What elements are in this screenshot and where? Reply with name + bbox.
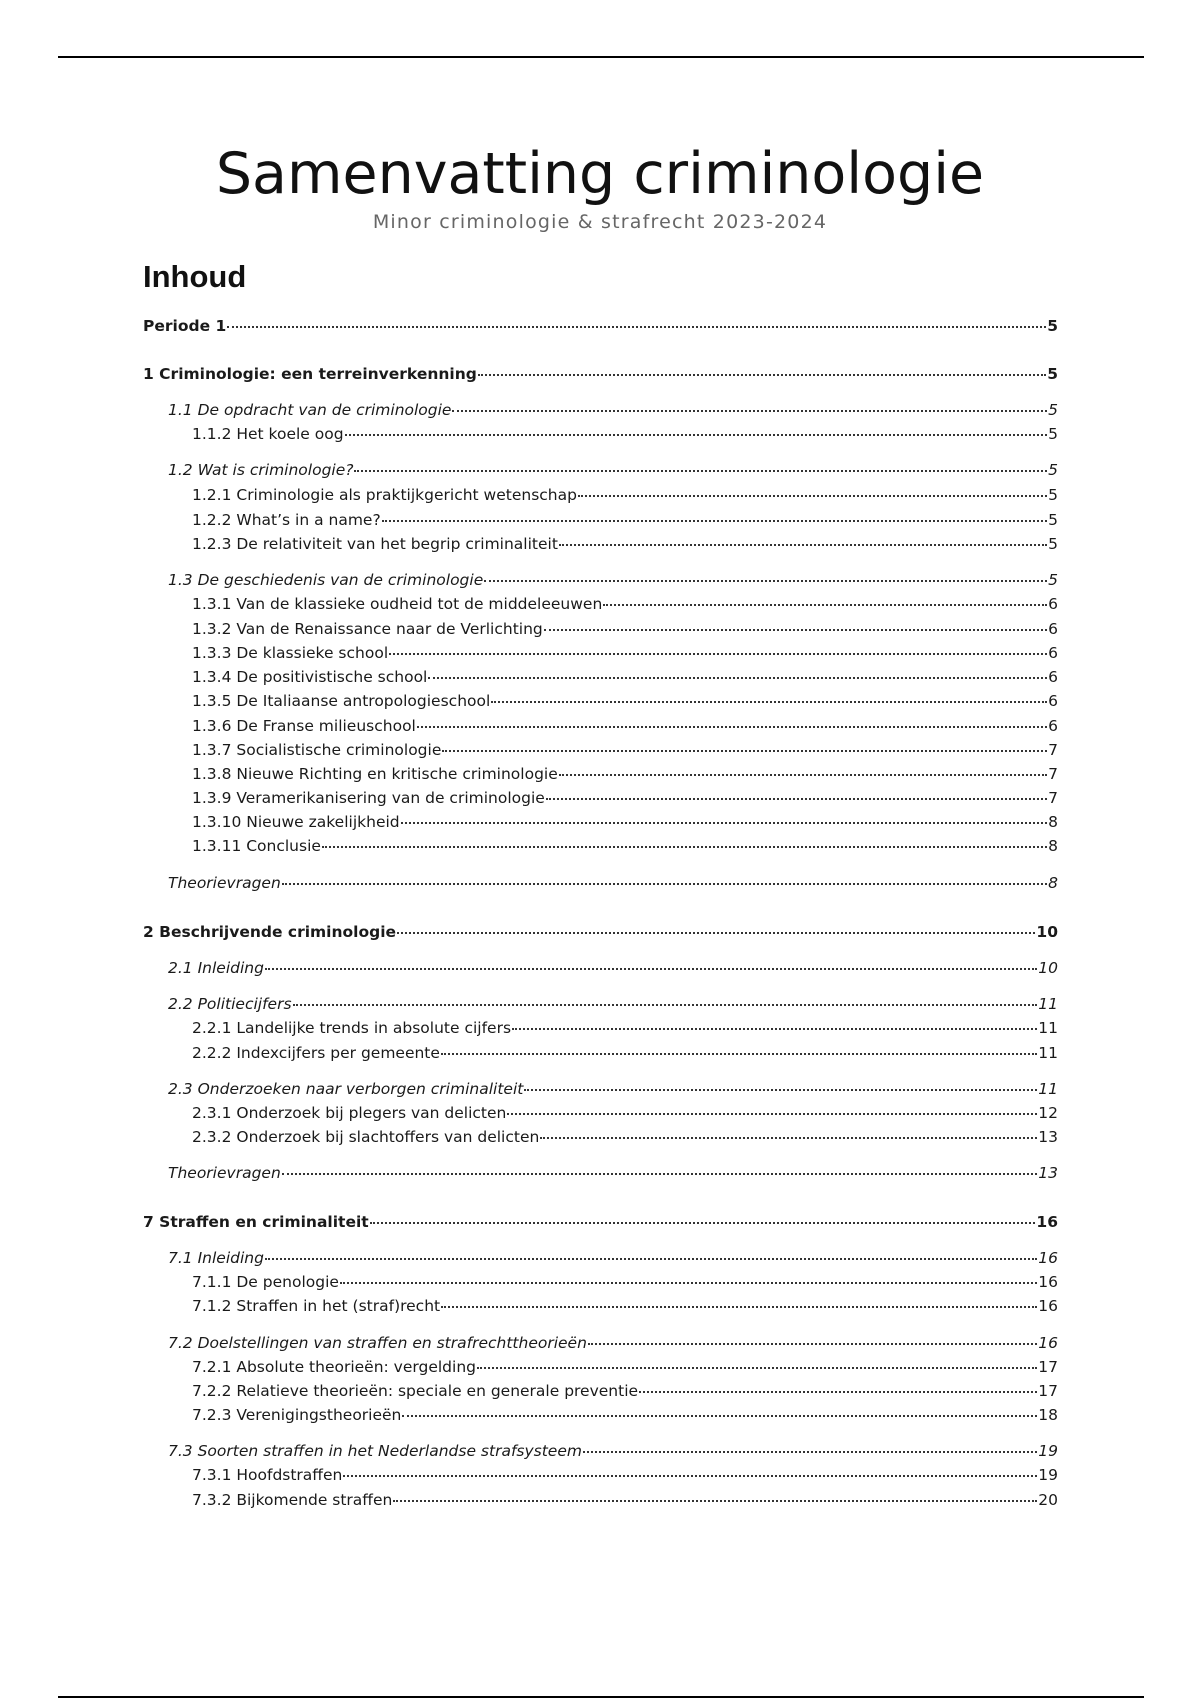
toc-entry-label: 7.1 Inleiding (168, 1249, 264, 1267)
toc-entry-page: 5 (1047, 365, 1058, 383)
toc-leader-dots (559, 774, 1047, 776)
toc-entry-page: 7 (1048, 741, 1058, 759)
toc-leader-dots (397, 932, 1035, 934)
toc-entry[interactable] (143, 1212, 1058, 1232)
toc-entry-page: 18 (1038, 1406, 1058, 1424)
toc-entry-page: 6 (1048, 692, 1058, 710)
toc-leader-dots (578, 495, 1047, 497)
toc-leader-dots (401, 822, 1048, 824)
toc-entry[interactable] (192, 1465, 1058, 1485)
toc-entry[interactable] (168, 1441, 1058, 1461)
toc-leader-dots (282, 1173, 1037, 1175)
toc-entry-page: 20 (1038, 1491, 1058, 1509)
toc-entry[interactable] (192, 1490, 1058, 1510)
toc-entry-label: 1.2.2 What’s in a name? (192, 511, 381, 529)
toc-entry-page: 17 (1038, 1382, 1058, 1400)
toc-entry[interactable] (143, 316, 1058, 336)
toc-entry-label: 1.3.9 Veramerikanisering van de criminologie (192, 789, 545, 807)
toc-entry[interactable] (192, 836, 1058, 856)
toc-entry-page: 17 (1038, 1358, 1058, 1376)
toc-entry-label: 1.3.8 Nieuwe Richting en kritische criminologie (192, 765, 558, 783)
toc-entry-label: 2.2.2 Indexcijfers per gemeente (192, 1044, 440, 1062)
toc-entry[interactable] (192, 691, 1058, 711)
toc-entry[interactable] (192, 643, 1058, 663)
toc-entry[interactable] (192, 812, 1058, 832)
toc-entry-label: 1.3 De geschiedenis van de criminologie (168, 571, 484, 589)
toc-entry[interactable] (143, 364, 1058, 384)
toc-entry-page: 5 (1048, 511, 1058, 529)
toc-entry[interactable] (192, 1357, 1058, 1377)
toc-entry-page: 5 (1048, 461, 1058, 479)
toc-leader-dots (265, 1258, 1037, 1260)
toc-leader-dots (417, 726, 1047, 728)
toc-entry-page: 16 (1038, 1273, 1058, 1291)
toc-entry-page: 16 (1038, 1297, 1058, 1315)
toc-entry-label: 1.3.1 Van de klassieke oudheid tot de middeleeuwen (192, 595, 603, 613)
toc-entry-page: 8 (1048, 837, 1058, 855)
toc-leader-dots (484, 580, 1047, 582)
toc-entry[interactable] (192, 424, 1058, 444)
toc-leader-dots (322, 846, 1047, 848)
toc-entry[interactable] (168, 1079, 1058, 1099)
toc-entry-label: 7.2 Doelstellingen van straffen en strafrechttheorieën (168, 1334, 587, 1352)
toc-entry-page: 11 (1038, 1044, 1058, 1062)
toc-entry-label: 2 Beschrijvende criminologie (143, 923, 397, 941)
toc-entry-page: 5 (1048, 486, 1058, 504)
toc-entry-label: 7 Straffen en criminaliteit (143, 1213, 369, 1231)
toc-entry-page: 10 (1038, 959, 1058, 977)
toc-leader-dots (382, 520, 1047, 522)
toc-entry-page: 6 (1048, 717, 1058, 735)
toc-entry-label: Theorievragen (168, 1164, 281, 1182)
toc-entry-label: 1.2 Wat is criminologie? (168, 461, 354, 479)
toc-entry-label: 1.1 De opdracht van de criminologie (168, 401, 452, 419)
toc-leader-dots (370, 1222, 1036, 1224)
toc-entry-page: 6 (1048, 620, 1058, 638)
header-rule (58, 56, 1144, 58)
toc-entry[interactable] (192, 485, 1058, 505)
toc-entry[interactable] (192, 1296, 1058, 1316)
toc-entry-page: 16 (1038, 1334, 1058, 1352)
toc-entry-label: 7.1.2 Straffen in het (straf)recht (192, 1297, 441, 1315)
toc-entry-page: 11 (1038, 1080, 1058, 1098)
toc-entry[interactable] (192, 1381, 1058, 1401)
toc-leader-dots (343, 1475, 1037, 1477)
toc-entry-label: 1.1.2 Het koele oog (192, 425, 344, 443)
toc-entry[interactable] (192, 1405, 1058, 1425)
toc-entry[interactable] (168, 400, 1058, 420)
toc-entry[interactable] (192, 1103, 1058, 1123)
toc-entry[interactable] (192, 510, 1058, 530)
toc-leader-dots (491, 701, 1047, 703)
toc-entry[interactable] (168, 1333, 1058, 1353)
toc-entry[interactable] (168, 1163, 1058, 1183)
toc-entry-page: 6 (1048, 668, 1058, 686)
toc-entry-label: Periode 1 (143, 317, 227, 335)
toc-entry-label: 7.3.2 Bijkomende straffen (192, 1491, 393, 1509)
toc-leader-dots (507, 1113, 1037, 1115)
document-title: Samenvatting criminologie (215, 141, 985, 207)
toc-entry-label: 1.3.5 De Italiaanse antropologieschool (192, 692, 491, 710)
toc-entry-label: 7.1.1 De penologie (192, 1273, 339, 1291)
toc-entry-label: 1.3.11 Conclusie (192, 837, 321, 855)
toc-entry-label: 2.2 Politiecijfers (168, 995, 292, 1013)
toc-leader-dots (354, 470, 1047, 472)
toc-entry-label: 1.2.3 De relativiteit van het begrip criminaliteit (192, 535, 558, 553)
toc-entry-page: 8 (1048, 813, 1058, 831)
toc-leader-dots (559, 544, 1047, 546)
toc-leader-dots (546, 798, 1047, 800)
toc-entry-page: 12 (1038, 1104, 1058, 1122)
toc-entry-page: 8 (1048, 874, 1058, 892)
toc-entry-label: 7.3.1 Hoofdstraffen (192, 1466, 343, 1484)
toc-leader-dots (477, 1367, 1037, 1369)
toc-leader-dots (524, 1089, 1037, 1091)
toc-heading: Inhoud (143, 259, 247, 294)
toc-leader-dots (478, 374, 1046, 376)
toc-entry-page: 11 (1038, 1019, 1058, 1037)
toc-entry-page: 5 (1048, 425, 1058, 443)
toc-entry[interactable] (192, 764, 1058, 784)
toc-entry-label: 7.2.1 Absolute theorieën: vergelding (192, 1358, 476, 1376)
toc-entry[interactable] (192, 534, 1058, 554)
toc-entry-label: 2.1 Inleiding (168, 959, 264, 977)
toc-entry-label: 2.3.1 Onderzoek bij plegers van delicten (192, 1104, 507, 1122)
toc-entry-page: 16 (1038, 1249, 1058, 1267)
toc-entry-page: 7 (1048, 765, 1058, 783)
toc-entry-label: 1.3.7 Socialistische criminologie (192, 741, 442, 759)
toc-leader-dots (389, 653, 1047, 655)
toc-entry-page: 5 (1048, 571, 1058, 589)
toc-entry[interactable] (192, 1127, 1058, 1147)
toc-entry-label: 7.3 Soorten straffen in het Nederlandse strafsysteem (168, 1442, 582, 1460)
document-subtitle: Minor criminologie & strafrecht 2023-2024 (372, 211, 828, 233)
toc-entry[interactable] (192, 788, 1058, 808)
toc-entry-page: 10 (1036, 923, 1058, 941)
toc-leader-dots (345, 434, 1048, 436)
toc-entry-label: 2.2.1 Landelijke trends in absolute cijfers (192, 1019, 512, 1037)
toc-entry[interactable] (168, 1248, 1058, 1268)
toc-entry[interactable] (192, 667, 1058, 687)
toc-leader-dots (588, 1343, 1037, 1345)
toc-entry-label: Theorievragen (168, 874, 281, 892)
toc-entry-page: 5 (1048, 401, 1058, 419)
toc-entry-label: 1.2.1 Criminologie als praktijkgericht wetenschap (192, 486, 577, 504)
toc-entry-page: 5 (1047, 317, 1058, 335)
toc-leader-dots (402, 1415, 1037, 1417)
toc-entry[interactable] (192, 1272, 1058, 1292)
toc-leader-dots (441, 1053, 1037, 1055)
toc-entry[interactable] (168, 570, 1058, 590)
toc-entry[interactable] (192, 594, 1058, 614)
toc-entry[interactable] (143, 922, 1058, 942)
toc-leader-dots (452, 410, 1047, 412)
toc-entry-label: 1.3.2 Van de Renaissance naar de Verlichting (192, 620, 543, 638)
toc-entry[interactable] (168, 460, 1058, 480)
toc-entry-page: 19 (1038, 1442, 1058, 1460)
toc-entry[interactable] (192, 619, 1058, 639)
toc-entry-label: 1.3.3 De klassieke school (192, 644, 389, 662)
toc-leader-dots (544, 629, 1047, 631)
toc-entry-page: 13 (1038, 1128, 1058, 1146)
toc-entry-label: 2.3 Onderzoeken naar verborgen criminaliteit (168, 1080, 524, 1098)
toc-leader-dots (265, 968, 1037, 970)
toc-entry-page: 6 (1048, 644, 1058, 662)
toc-entry[interactable] (168, 958, 1058, 978)
toc-leader-dots (227, 326, 1046, 328)
toc-leader-dots (428, 677, 1047, 679)
toc-entry[interactable] (192, 716, 1058, 736)
toc-entry[interactable] (192, 1018, 1058, 1038)
toc-leader-dots (393, 1500, 1037, 1502)
toc-leader-dots (441, 1306, 1037, 1308)
toc-leader-dots (540, 1137, 1037, 1139)
toc-leader-dots (293, 1004, 1038, 1006)
toc-leader-dots (639, 1391, 1037, 1393)
toc-entry-page: 16 (1036, 1213, 1058, 1231)
toc-entry[interactable] (192, 740, 1058, 760)
footer-rule (58, 1696, 1144, 1698)
toc-entry[interactable] (168, 994, 1058, 1014)
toc-leader-dots (282, 883, 1047, 885)
toc-entry-page: 13 (1038, 1164, 1058, 1182)
toc-entry-label: 2.3.2 Onderzoek bij slachtoffers van delicten (192, 1128, 540, 1146)
toc-entry[interactable] (192, 1043, 1058, 1063)
toc-leader-dots (340, 1282, 1037, 1284)
toc-leader-dots (583, 1451, 1037, 1453)
toc-entry-page: 6 (1048, 595, 1058, 613)
toc-entry-label: 7.2.3 Verenigingstheorieën (192, 1406, 402, 1424)
toc-entry-label: 1.3.6 De Franse milieuschool (192, 717, 416, 735)
toc-entry-page: 7 (1048, 789, 1058, 807)
toc-entry[interactable] (168, 873, 1058, 893)
toc-entry-label: 1 Criminologie: een terreinverkenning (143, 365, 477, 383)
toc-leader-dots (512, 1028, 1037, 1030)
toc-entry-label: 1.3.4 De positivistische school (192, 668, 428, 686)
toc-entry-page: 19 (1038, 1466, 1058, 1484)
toc-entry-page: 5 (1048, 535, 1058, 553)
toc-entry-label: 1.3.10 Nieuwe zakelijkheid (192, 813, 400, 831)
toc-leader-dots (442, 750, 1047, 752)
toc-leader-dots (603, 604, 1047, 606)
toc-entry-label: 7.2.2 Relatieve theorieën: speciale en generale preventie (192, 1382, 639, 1400)
toc-entry-page: 11 (1038, 995, 1058, 1013)
